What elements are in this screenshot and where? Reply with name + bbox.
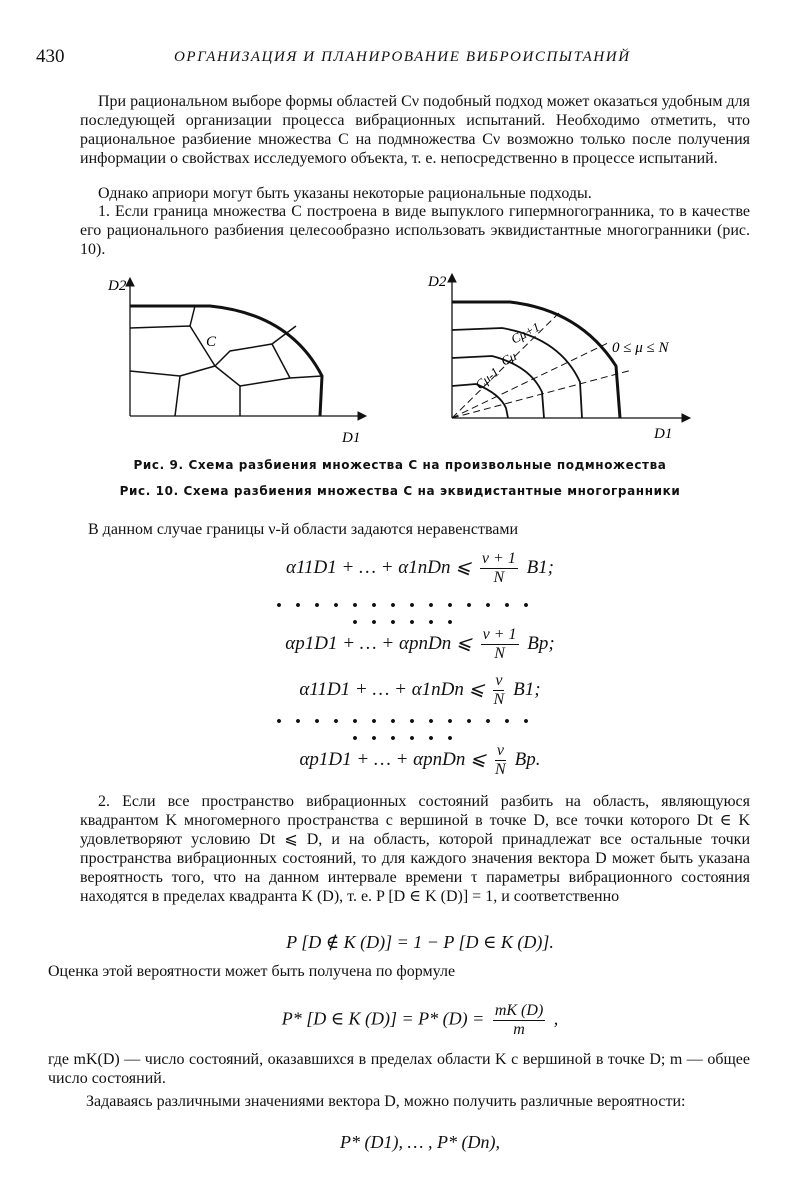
eq4-fraction xyxy=(495,742,506,779)
figure-10-caption: Рис. 10. Схема разбиения множества C на эквидистантные многогранники xyxy=(119,484,681,498)
fig10-range-label: 0 ≤ μ ≤ N xyxy=(612,340,669,356)
eq6-denominator: m xyxy=(513,1021,525,1038)
paragraph-3: 1. Если граница множества C построена в виде выпуклого гипермногогранника, то в качестве его рационального разбиения целесообразно использовать эквидистантные многогранники (рис. 10). xyxy=(80,203,750,258)
eq3-denominator: N xyxy=(493,691,505,708)
eq6-numerator: mK (D) xyxy=(494,1002,544,1019)
eq4-rhs: Bp. xyxy=(514,748,541,770)
page-number: 430 xyxy=(36,46,65,67)
paragraph-2: Однако априори могут быть указаны некоторые рациональные подходы. xyxy=(98,185,592,202)
eq2-fraction xyxy=(481,626,519,663)
eq6-fraction xyxy=(493,1002,545,1039)
inequality-1 xyxy=(180,550,660,587)
paragraph-7: где mK(D) — число состояний, оказавшихся в пределах области K с вершиной в точке D; m — общее число состояний. xyxy=(48,1051,750,1087)
eq2-lhs: αp1D1 + … + αpnDn ⩽ xyxy=(285,632,472,654)
eq1-rhs: B1; xyxy=(526,556,555,578)
eq1-numerator: ν + 1 xyxy=(481,550,516,567)
equation-probability-complement: P [D ∉ K (D)] = 1 − P [D ∈ K (D)]. xyxy=(286,932,554,952)
eq3-numerator: ν xyxy=(495,672,503,689)
fig10-label-lower: Cμ-1 xyxy=(472,364,502,393)
eq2-denominator: N xyxy=(494,645,505,662)
equation-probability-list: P* (D1), … , P* (Dn), xyxy=(340,1132,500,1152)
fig10-label-upper: Cμ+1 xyxy=(508,319,543,347)
figure-9-partition-diagram xyxy=(100,266,370,446)
fig10-label-mid: Cμ xyxy=(498,348,519,369)
paragraph-8: Задаваясь различными значениями вектора D, можно получить различные вероятности: xyxy=(86,1093,686,1110)
eq2-numerator: ν + 1 xyxy=(482,626,517,643)
inequality-4 xyxy=(180,742,660,779)
inequality-3 xyxy=(180,672,660,709)
ellipsis-dots-2: • • • • • • • • • • • • • • • • • • • • xyxy=(276,714,534,747)
eq3-fraction xyxy=(493,672,504,709)
page-header xyxy=(36,46,758,74)
eq3-rhs: B1; xyxy=(513,678,541,700)
eq4-lhs: αp1D1 + … + αpnDn ⩽ xyxy=(299,748,487,770)
paragraph-4: В данном случае границы ν-й области задаются неравенствами xyxy=(88,521,519,538)
paragraph-6: Оценка этой вероятности может быть получена по формуле xyxy=(48,963,456,980)
eq2-rhs: Bp; xyxy=(527,632,555,654)
eq3-lhs: α11D1 + … + α1nDn ⩽ xyxy=(299,678,485,700)
fig10-y-axis-label: D2 xyxy=(428,274,447,290)
inequality-2 xyxy=(180,626,660,663)
eq4-denominator: N xyxy=(495,761,506,778)
fig9-region-label: C xyxy=(206,334,217,350)
eq6-lhs: P* [D ∈ K (D)] = P* (D) = xyxy=(281,1008,485,1029)
equation-probability-estimate xyxy=(180,1002,660,1039)
eq4-numerator: ν xyxy=(496,742,504,759)
eq1-fraction xyxy=(480,550,518,587)
fig9-x-axis-label: D1 xyxy=(342,430,361,446)
paragraph-5: 2. Если все пространство вибрационных состояний разбить на область, являющуюся квадрантом K многомерного пространства с вершиной в точке D, все точки которого Dt ∈ K удовлетворяют условию Dt ⩽ D, и на область, которой принадлежат все остальные точки пространства вибрационных состояний, то для каждого значения вектора D может быть указана вероятность того, что на данном интервале времени τ параметры вибрационного состояния находятся в пределах квадранта K (D), т. е. P [D ∈ K (D)] = 1, и соответственно xyxy=(80,793,750,905)
running-title: ОРГАНИЗАЦИЯ И ПЛАНИРОВАНИЕ ВИБРОИСПЫТАНИЙ xyxy=(174,49,631,65)
figure-9-caption: Рис. 9. Схема разбиения множества C на произвольные подмножества xyxy=(133,458,667,472)
paragraph-1: При рациональном выборе формы областей Cν подобный подход может оказаться удобным для последующей организации процесса вибрационных испытаний. Необходимо отметить, что рациональное разбиение множества C на подмножества Cν возможно только после получения информации о свойствах исследуемого объекта, т. е. непосредственно в процессе испытаний. xyxy=(80,93,750,167)
figure-10-equidistant-diagram xyxy=(420,262,710,448)
fig9-y-axis-label: D2 xyxy=(108,278,127,294)
ellipsis-dots-1: • • • • • • • • • • • • • • • • • • • • xyxy=(276,598,534,631)
fig10-x-axis-label: D1 xyxy=(654,426,673,442)
eq6-rhs: , xyxy=(553,1008,559,1029)
eq1-denominator: N xyxy=(493,569,505,586)
eq1-lhs: α11D1 + … + α1nDn ⩽ xyxy=(285,556,472,578)
